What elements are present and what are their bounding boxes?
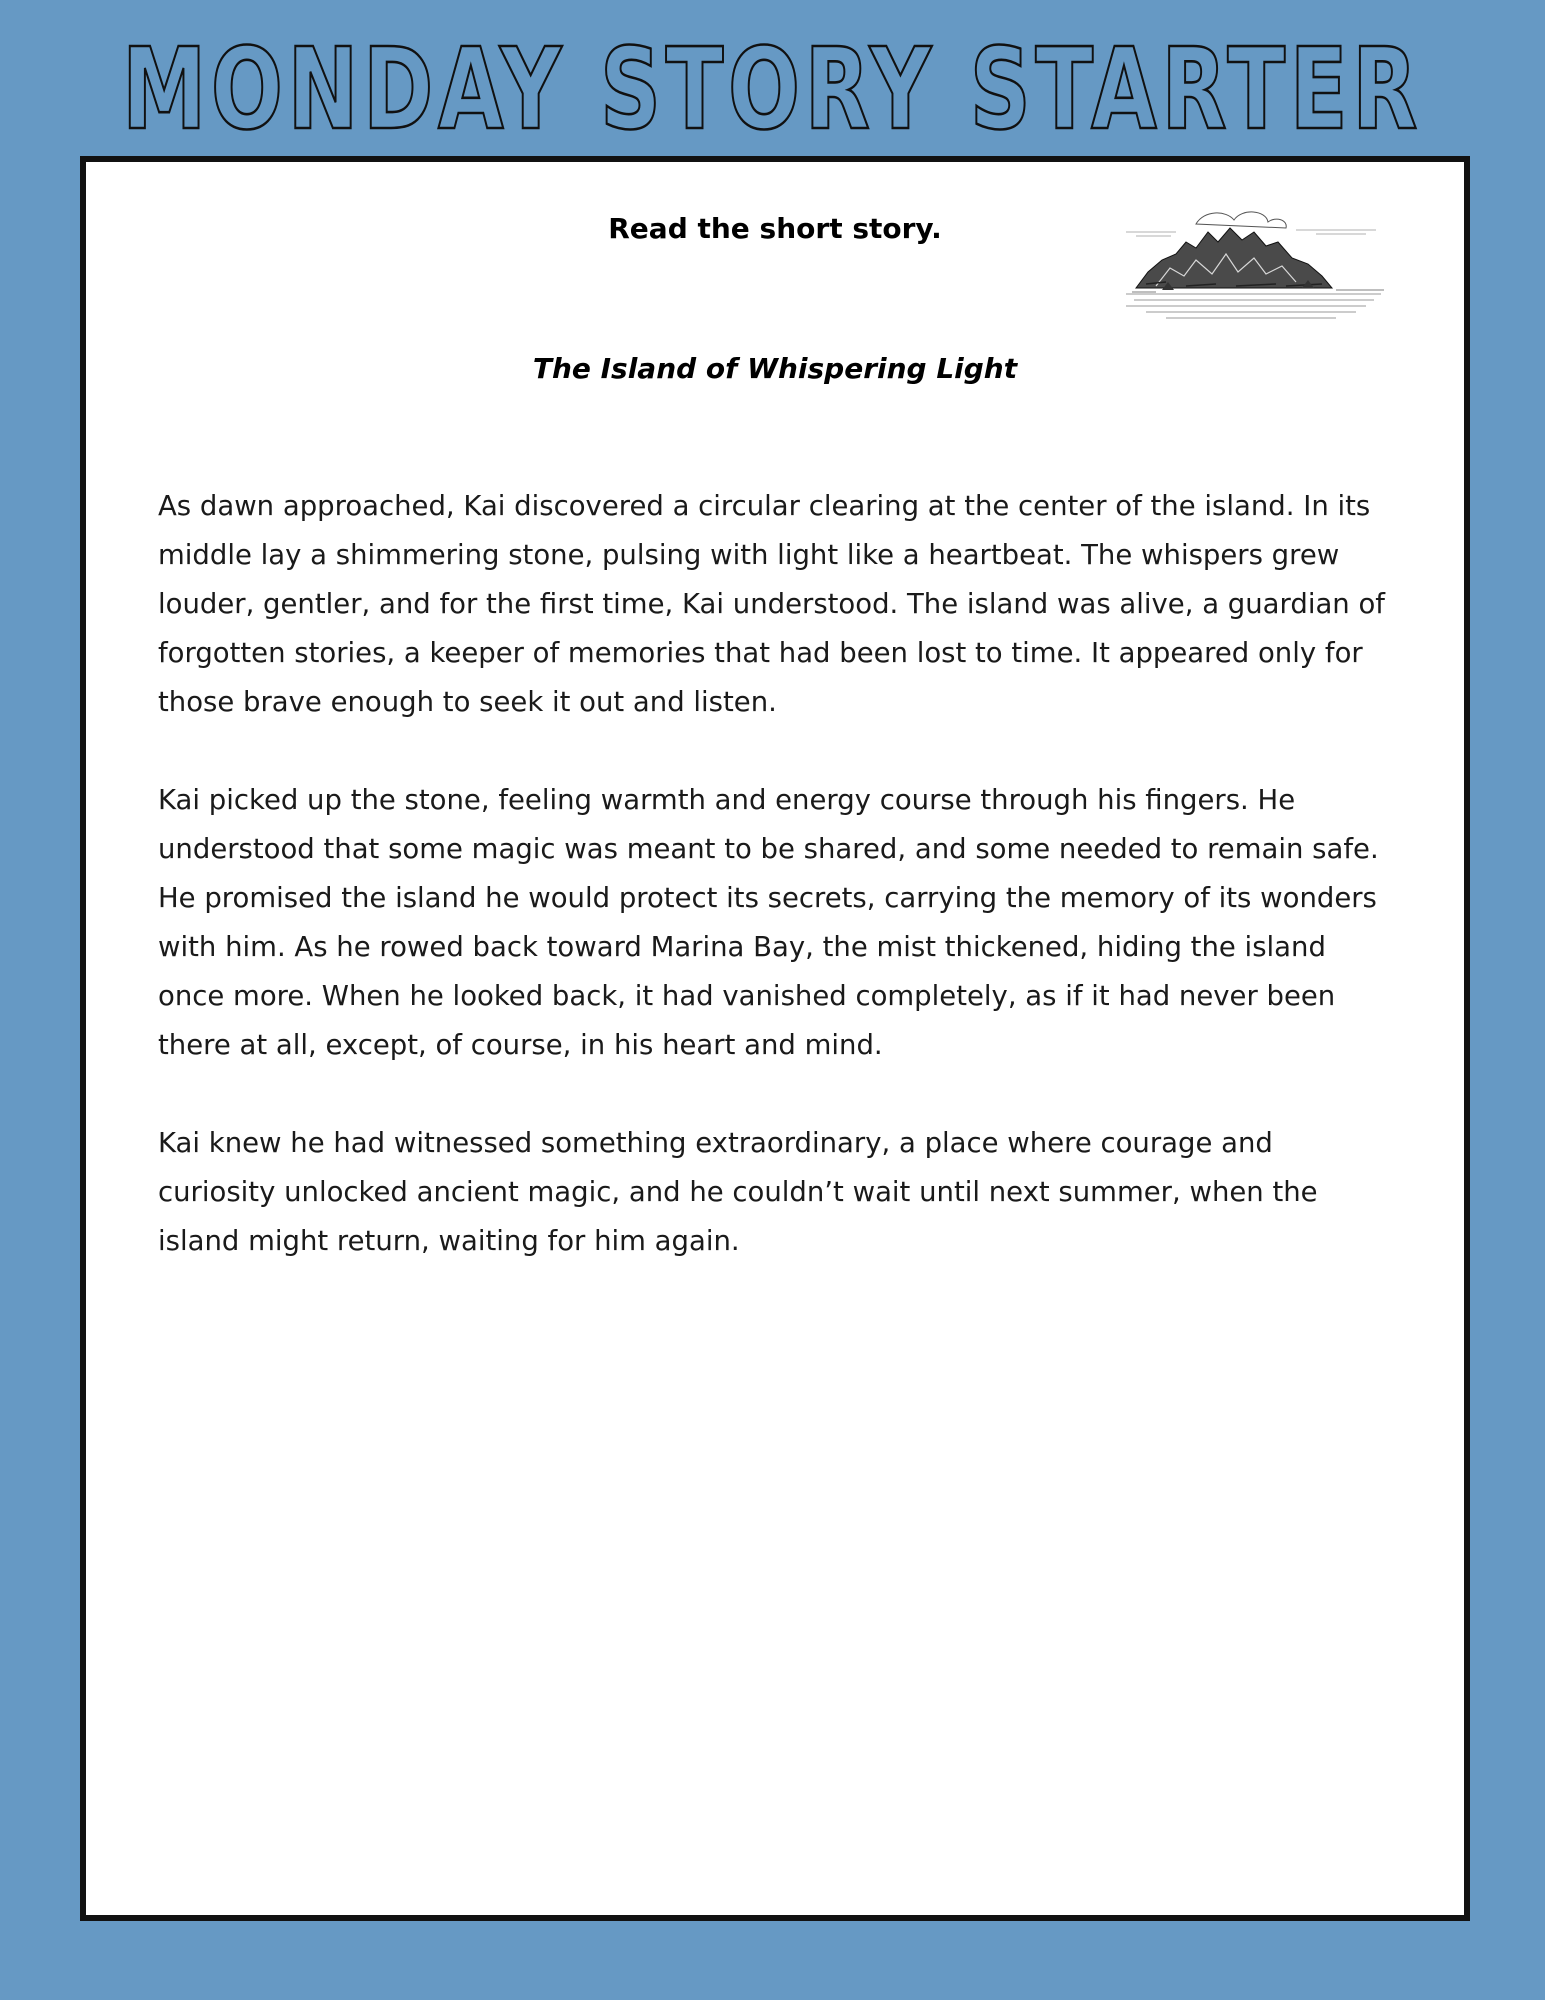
page-title-outline [0,28,1545,158]
page-title-text: MONDAY STORY STARTER [122,28,1422,155]
story-paragraph: Kai picked up the stone, feeling warmth and energy course through his fingers. He understood that some magic was meant to be shared, and some needed to remain safe. He promised the island he would protect its secrets, carrying the memory of its wonders with him. As he rowed back toward Marina Bay, the mist thickened, hiding the island once more. When he looked back, it had vanished completely, as if it had never been there at all, except, of course, in his heart and mind. [158,784,1379,1061]
story-title: The Island of Whispering Light [532,352,1018,385]
page-title [0,28,1545,158]
island-sketch-icon [1126,202,1386,322]
story-paragraph: As dawn approached, Kai discovered a circular clearing at the center of the island. In its middle lay a shimmering stone, pulsing with light like a heartbeat. The whispers grew louder, gentler, and for the first time, Kai understood. The island was alive, a guardian of forgotten stories, a keeper of memories that had been lost to time. It appeared only for those brave enough to seek it out and listen. [158,490,1385,718]
story-paragraph: Kai knew he had witnessed something extraordinary, a place where courage and curiosity unlocked ancient magic, and he couldn’t wait until next summer, when the island might return, waiting for him again. [158,1127,1318,1257]
island-sketch-drawing [1126,202,1386,322]
worksheet-panel [80,156,1470,1921]
instruction-text: Read the short story. [608,212,942,245]
story-body [158,482,1398,1315]
